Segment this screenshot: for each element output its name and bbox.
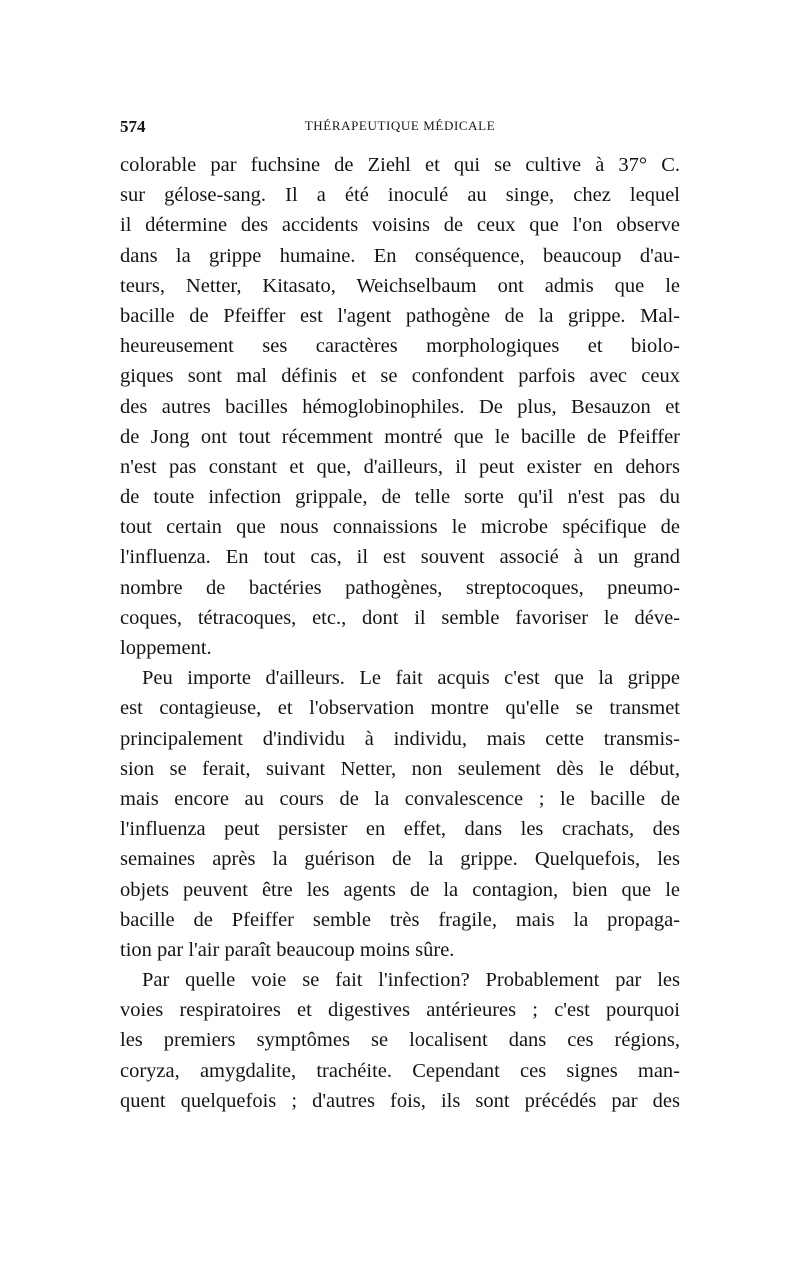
text-line: des autres bacilles hémoglobinophiles. De plus, Besauzon et [120,395,680,418]
text-line: principalement d'individu à individu, mais cette transmis- [120,727,680,750]
text-line: il détermine des accidents voisins de ceux que l'on observe [120,214,680,237]
text-line: coryza, amygdalite, trachéite. Cependant ces signes man- [120,1059,680,1082]
text-line: Peu importe d'ailleurs. Le fait acquis c'est que la grippe [142,667,680,690]
text-line: semaines après la guérison de la grippe. Quelquefois, les [120,848,680,871]
text-line: loppement. [120,637,212,659]
text-line: les premiers symptômes se localisent dans ces régions, [120,1029,680,1052]
running-title: THÉRAPEUTIQUE MÉDICALE [304,118,496,133]
text-line: quent quelquefois ; d'autres fois, ils sont précédés par des [120,1089,680,1112]
text-line: de Jong ont tout récemment montré que le bacille de Pfeiffer [120,425,680,448]
text-line: de toute infection grippale, de telle sorte qu'il n'est pas du [120,486,680,509]
text-line: l'influenza. En tout cas, il est souvent associé à un grand [120,546,680,569]
text-line: tout certain que nous connaissions le microbe spécifique de [120,516,680,539]
text-line: Par quelle voie se fait l'infection? Probablement par les [142,969,680,992]
page-number: 574 [120,117,146,136]
text-line: l'influenza peut persister en effet, dans les crachats, des [120,818,680,841]
text-line: dans la grippe humaine. En conséquence, beaucoup d'au- [120,244,680,267]
running-head [120,117,680,143]
body-text [120,150,680,1116]
text-line: colorable par fuchsine de Ziehl et qui se cultive à 37° C. [120,154,680,176]
text-line: tion par l'air paraît beaucoup moins sûre. [120,938,455,961]
text-line: est contagieuse, et l'observation montre qu'elle se transmet [120,697,680,720]
text-line: bacille de Pfeiffer est l'agent pathogène de la grippe. Mal- [120,304,680,327]
text-line: heureusement ses caractères morphologiques et biolo- [120,335,680,358]
text-line: objets peuvent être les agents de la contagion, bien que le [120,878,680,901]
text-line: nombre de bactéries pathogènes, streptocoques, pneumo- [120,576,680,599]
text-line: voies respiratoires et digestives antérieures ; c'est pourquoi [120,999,680,1022]
text-line: sur gélose-sang. Il a été inoculé au singe, chez lequel [120,184,680,207]
text-line: teurs, Netter, Kitasato, Weichselbaum ont admis que le [120,274,680,297]
text-line: giques sont mal définis et se confondent parfois avec ceux [120,365,680,388]
text-line: sion se ferait, suivant Netter, non seulement dès le début, [120,757,680,780]
text-line: coques, tétracoques, etc., dont il semble favoriser le déve- [120,606,680,629]
text-line: n'est pas constant et que, d'ailleurs, il peut exister en dehors [120,455,680,478]
text-line: bacille de Pfeiffer semble très fragile, mais la propaga- [120,908,680,931]
text-line: mais encore au cours de la convalescence ; le bacille de [120,787,680,810]
